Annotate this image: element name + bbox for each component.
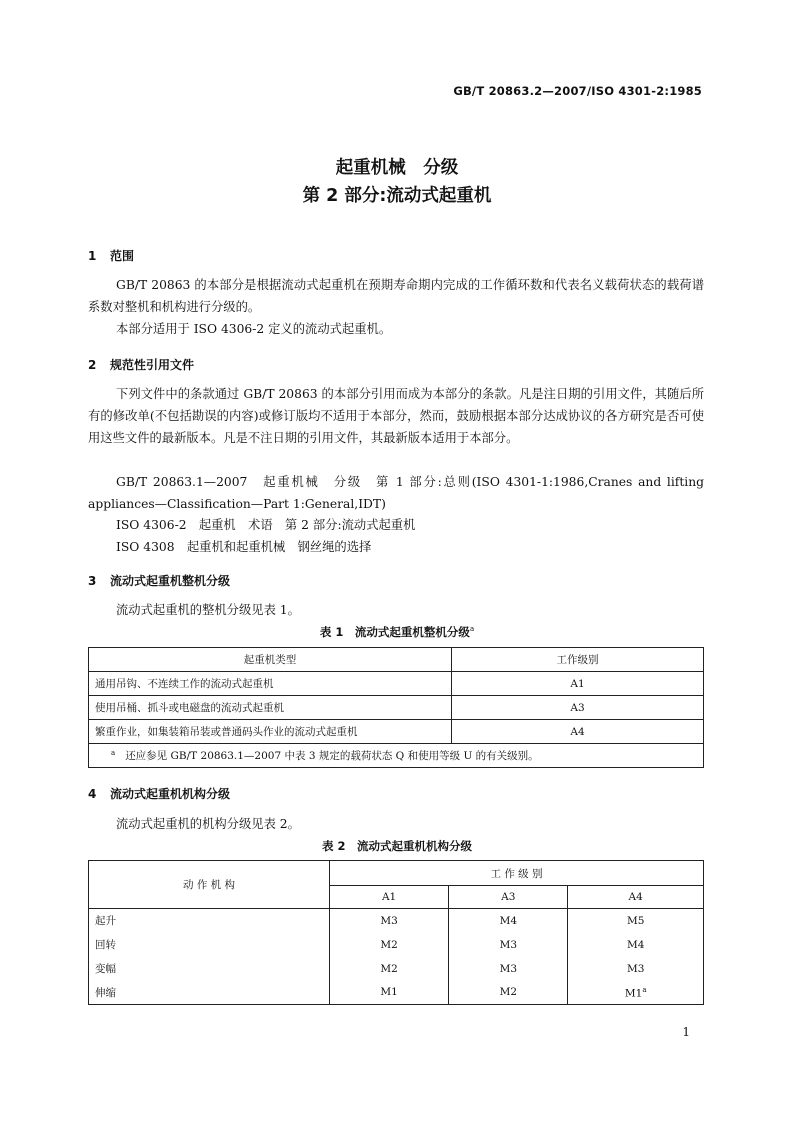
mechanism-name: 回转 bbox=[89, 933, 330, 957]
crane-type-cell: 使用吊桶、抓斗或电磁盘的流动式起重机 bbox=[89, 696, 452, 720]
table-cell: M3 bbox=[568, 957, 704, 981]
section-2-paragraph-1: 下列文件中的条款通过 GB/T 20863 的本部分引用而成为本部分的条款。凡是注日期的引用文件，其随后所有的修改单(不包括勘误的内容)或修订版均不适用于本部分，然而，鼓励根据本部分达成协议的各方研究是否可使用这些文件的最新版本。凡是不注日期的引用文件，其最新版本适用于本部分。 bbox=[88, 387, 704, 445]
title-line-2: 第 2 部分:流动式起重机 bbox=[302, 186, 492, 206]
section-3-paragraph-1: 流动式起重机的整机分级见表 1。 bbox=[116, 603, 300, 617]
table-row bbox=[89, 672, 704, 696]
table-cell: M1$^a$ bbox=[568, 981, 704, 1005]
table-cell: M2 bbox=[449, 981, 568, 1005]
table-footnote: $^a$ 还应参见 GB/T 20863.1—2007 中表 3 规定的载荷状态 Q 和使用等级 U 的有关级别。 bbox=[89, 744, 704, 768]
section-1-paragraph-1: GB/T 20863 的本部分是根据流动式起重机在预期寿命期内完成的工作循环数和代表名义载荷状态的载荷谱系数对整机和机构进行分级的。 bbox=[88, 278, 704, 314]
table-row bbox=[89, 981, 704, 1005]
table-2 bbox=[88, 860, 704, 1005]
table-cell: M2 bbox=[330, 933, 449, 957]
table-header: 工作级别 bbox=[452, 648, 704, 672]
work-class-group-header: 工 作 级 别 bbox=[330, 861, 704, 886]
section-title: 流动式起重机整机分级 bbox=[110, 574, 231, 588]
section-number: 2 bbox=[88, 358, 97, 372]
standard-code: GB/T 20863.2—2007/ISO 4301-2:1985 bbox=[453, 84, 702, 98]
reference-gbt-20863-1: GB/T 20863.1—2007 起重机械 分级 第 1 部分:总则(ISO 4301-1:1986,Cranes and lifting appliances—Classification—Part 1:General,IDT) bbox=[88, 475, 704, 511]
table-1-caption: 表 1 流动式起重机整机分级$^a$ bbox=[319, 625, 475, 639]
table-1 bbox=[88, 647, 704, 768]
title-line-1: 起重机械 分级 bbox=[335, 158, 459, 178]
table-footnote-row bbox=[89, 744, 704, 768]
table-row bbox=[89, 909, 704, 933]
section-title: 范围 bbox=[110, 249, 135, 263]
crane-type-cell: 通用吊钩、不连续工作的流动式起重机 bbox=[89, 672, 452, 696]
page-number: 1 bbox=[682, 1025, 690, 1039]
section-number: 3 bbox=[88, 574, 97, 588]
table-cell: M4 bbox=[568, 933, 704, 957]
table-cell: M4 bbox=[449, 909, 568, 933]
section-4-paragraph-1: 流动式起重机的机构分级见表 2。 bbox=[116, 817, 300, 831]
table-subheader: A3 bbox=[449, 886, 568, 909]
table-row bbox=[89, 957, 704, 981]
section-title: 流动式起重机机构分级 bbox=[110, 787, 231, 801]
footnote-marker: a bbox=[111, 748, 116, 757]
table-2-caption: 表 2 流动式起重机机构分级 bbox=[321, 839, 472, 853]
section-3-heading bbox=[88, 572, 230, 589]
section-1-heading bbox=[88, 247, 134, 264]
section-1-paragraph-2: 本部分适用于 ISO 4306-2 定义的流动式起重机。 bbox=[116, 322, 392, 336]
table-subheader: A1 bbox=[330, 886, 449, 909]
footnote-marker: a bbox=[469, 625, 475, 634]
table-cell: M3 bbox=[449, 933, 568, 957]
table-row bbox=[89, 696, 704, 720]
table-cell: M5 bbox=[568, 909, 704, 933]
table-header: 起重机类型 bbox=[89, 648, 452, 672]
mechanism-header: 动 作 机 构 bbox=[89, 861, 330, 909]
table-cell: M1 bbox=[330, 981, 449, 1005]
section-number: 4 bbox=[88, 787, 97, 801]
work-class-cell: A4 bbox=[452, 720, 704, 744]
crane-type-cell: 繁重作业，如集装箱吊装或普通码头作业的流动式起重机 bbox=[89, 720, 452, 744]
reference-iso-4306-2: ISO 4306-2 起重机 术语 第 2 部分:流动式起重机 bbox=[116, 518, 416, 532]
table-row bbox=[89, 720, 704, 744]
section-title: 规范性引用文件 bbox=[110, 358, 195, 372]
mechanism-name: 变幅 bbox=[89, 957, 330, 981]
table-cell: M3 bbox=[330, 909, 449, 933]
table-cell: M2 bbox=[330, 957, 449, 981]
table-row bbox=[89, 933, 704, 957]
footnote-marker: a bbox=[642, 985, 647, 994]
section-2-heading bbox=[88, 356, 194, 373]
section-4-heading bbox=[88, 785, 230, 802]
table-cell: M3 bbox=[449, 957, 568, 981]
mechanism-name: 伸缩 bbox=[89, 981, 330, 1005]
table-subheader: A4 bbox=[568, 886, 704, 909]
work-class-cell: A3 bbox=[452, 696, 704, 720]
reference-iso-4308: ISO 4308 起重机和起重机械 钢丝绳的选择 bbox=[116, 540, 372, 554]
section-number: 1 bbox=[88, 249, 97, 263]
mechanism-name: 起升 bbox=[89, 909, 330, 933]
work-class-cell: A1 bbox=[452, 672, 704, 696]
